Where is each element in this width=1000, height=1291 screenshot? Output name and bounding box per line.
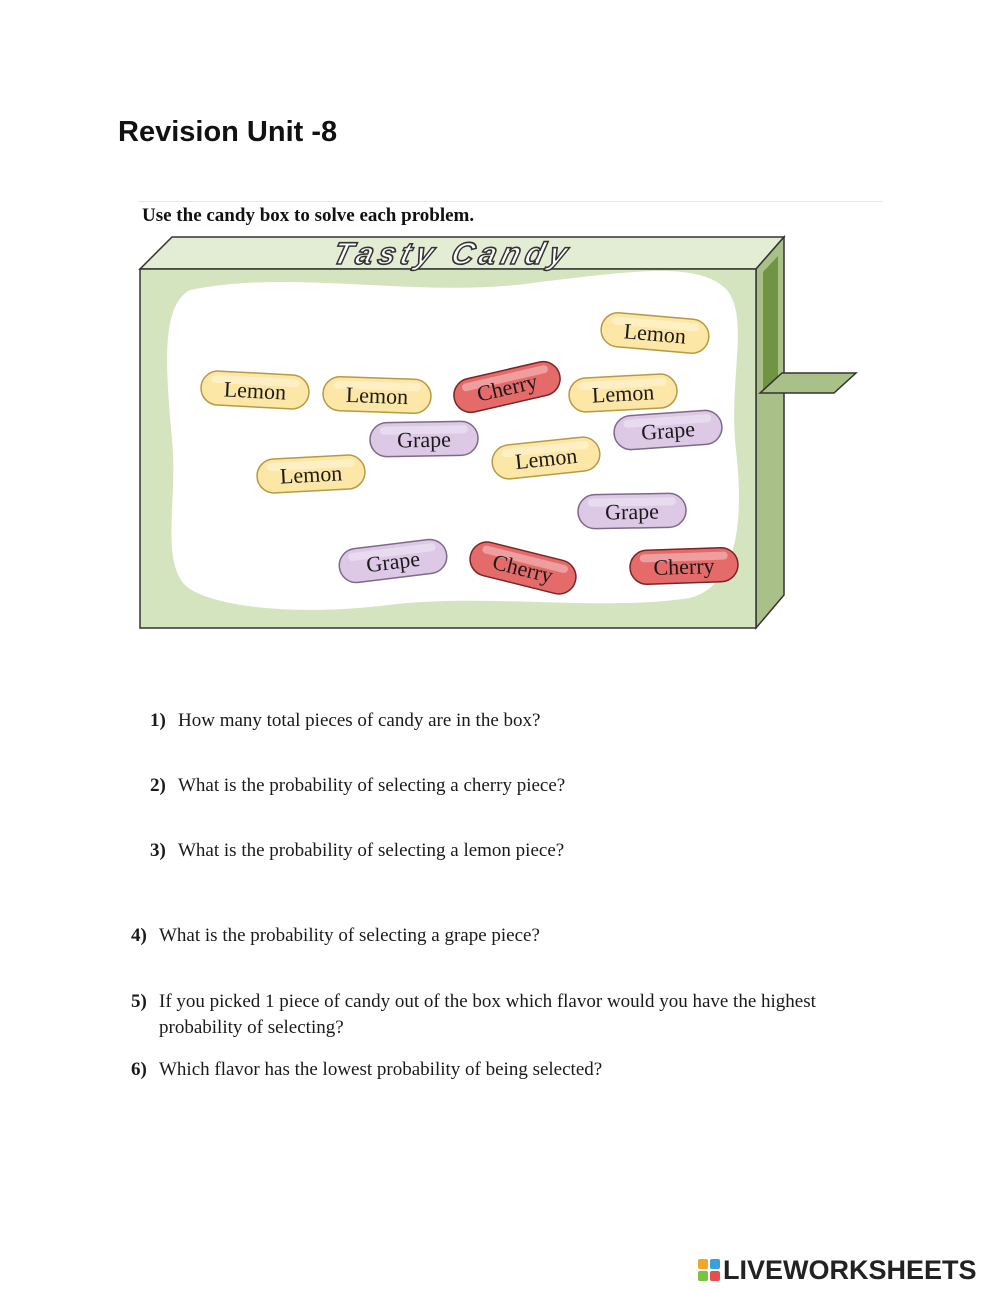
- candy-label: Cherry: [490, 548, 556, 589]
- page-title: Revision Unit -8: [118, 116, 338, 148]
- candy-grape: [613, 409, 723, 450]
- box-title: Tasty Candy: [329, 236, 577, 271]
- logo-grid-icon: [698, 1259, 720, 1281]
- question-text: What is the probability of selecting a cherry piece?: [178, 775, 566, 796]
- candy-cherry: [629, 547, 738, 585]
- candy-grape: [578, 493, 687, 529]
- question-3: [150, 838, 564, 864]
- candy-lemon: [200, 370, 310, 410]
- box-side-inner: [763, 256, 778, 392]
- question-5: [131, 989, 839, 1041]
- candy-label: Lemon: [591, 379, 655, 408]
- candy-label: Lemon: [622, 318, 688, 349]
- instruction: Use the candy box to solve each problem.: [142, 205, 475, 226]
- candy-label: Lemon: [345, 381, 409, 410]
- candy-label: Lemon: [513, 442, 579, 475]
- candy-label: Grape: [396, 426, 452, 453]
- question-number: 3): [150, 840, 166, 861]
- question-1: [150, 708, 540, 734]
- question-number: 2): [150, 775, 166, 796]
- question-4: [131, 923, 540, 949]
- candy-label: Lemon: [223, 376, 287, 405]
- question-text: Which flavor has the lowest probability of being selected?: [159, 1059, 603, 1080]
- candy-lemon: [256, 454, 366, 494]
- logo-text: LIVEWORKSHEETS: [723, 1254, 977, 1285]
- candy-label: Cherry: [653, 552, 715, 581]
- candy-lemon: [322, 376, 431, 414]
- candy-label: Grape: [640, 416, 696, 445]
- question-text: How many total pieces of candy are in the box?: [178, 710, 541, 731]
- question-number: 6): [131, 1059, 147, 1080]
- candy-grape: [370, 421, 479, 457]
- question-number: 1): [150, 710, 166, 731]
- question-text: What is the probability of selecting a grape piece?: [159, 925, 540, 946]
- candy-lemon: [568, 373, 678, 413]
- candy-label: Grape: [604, 498, 660, 525]
- question-6: [131, 1057, 602, 1083]
- candy-label: Grape: [364, 545, 422, 578]
- candy-label: Lemon: [279, 460, 343, 489]
- question-2: [150, 773, 565, 799]
- question-number: 5): [131, 991, 147, 1012]
- question-number: 4): [131, 925, 147, 946]
- question-text: What is the probability of selecting a lemon piece?: [178, 840, 565, 861]
- candy-label: Cherry: [474, 368, 540, 407]
- question-text: If you picked 1 piece of candy out of the box which flavor would you have the highest probability of selecting?: [159, 991, 816, 1038]
- liveworksheets-logo[interactable]: [698, 1255, 977, 1285]
